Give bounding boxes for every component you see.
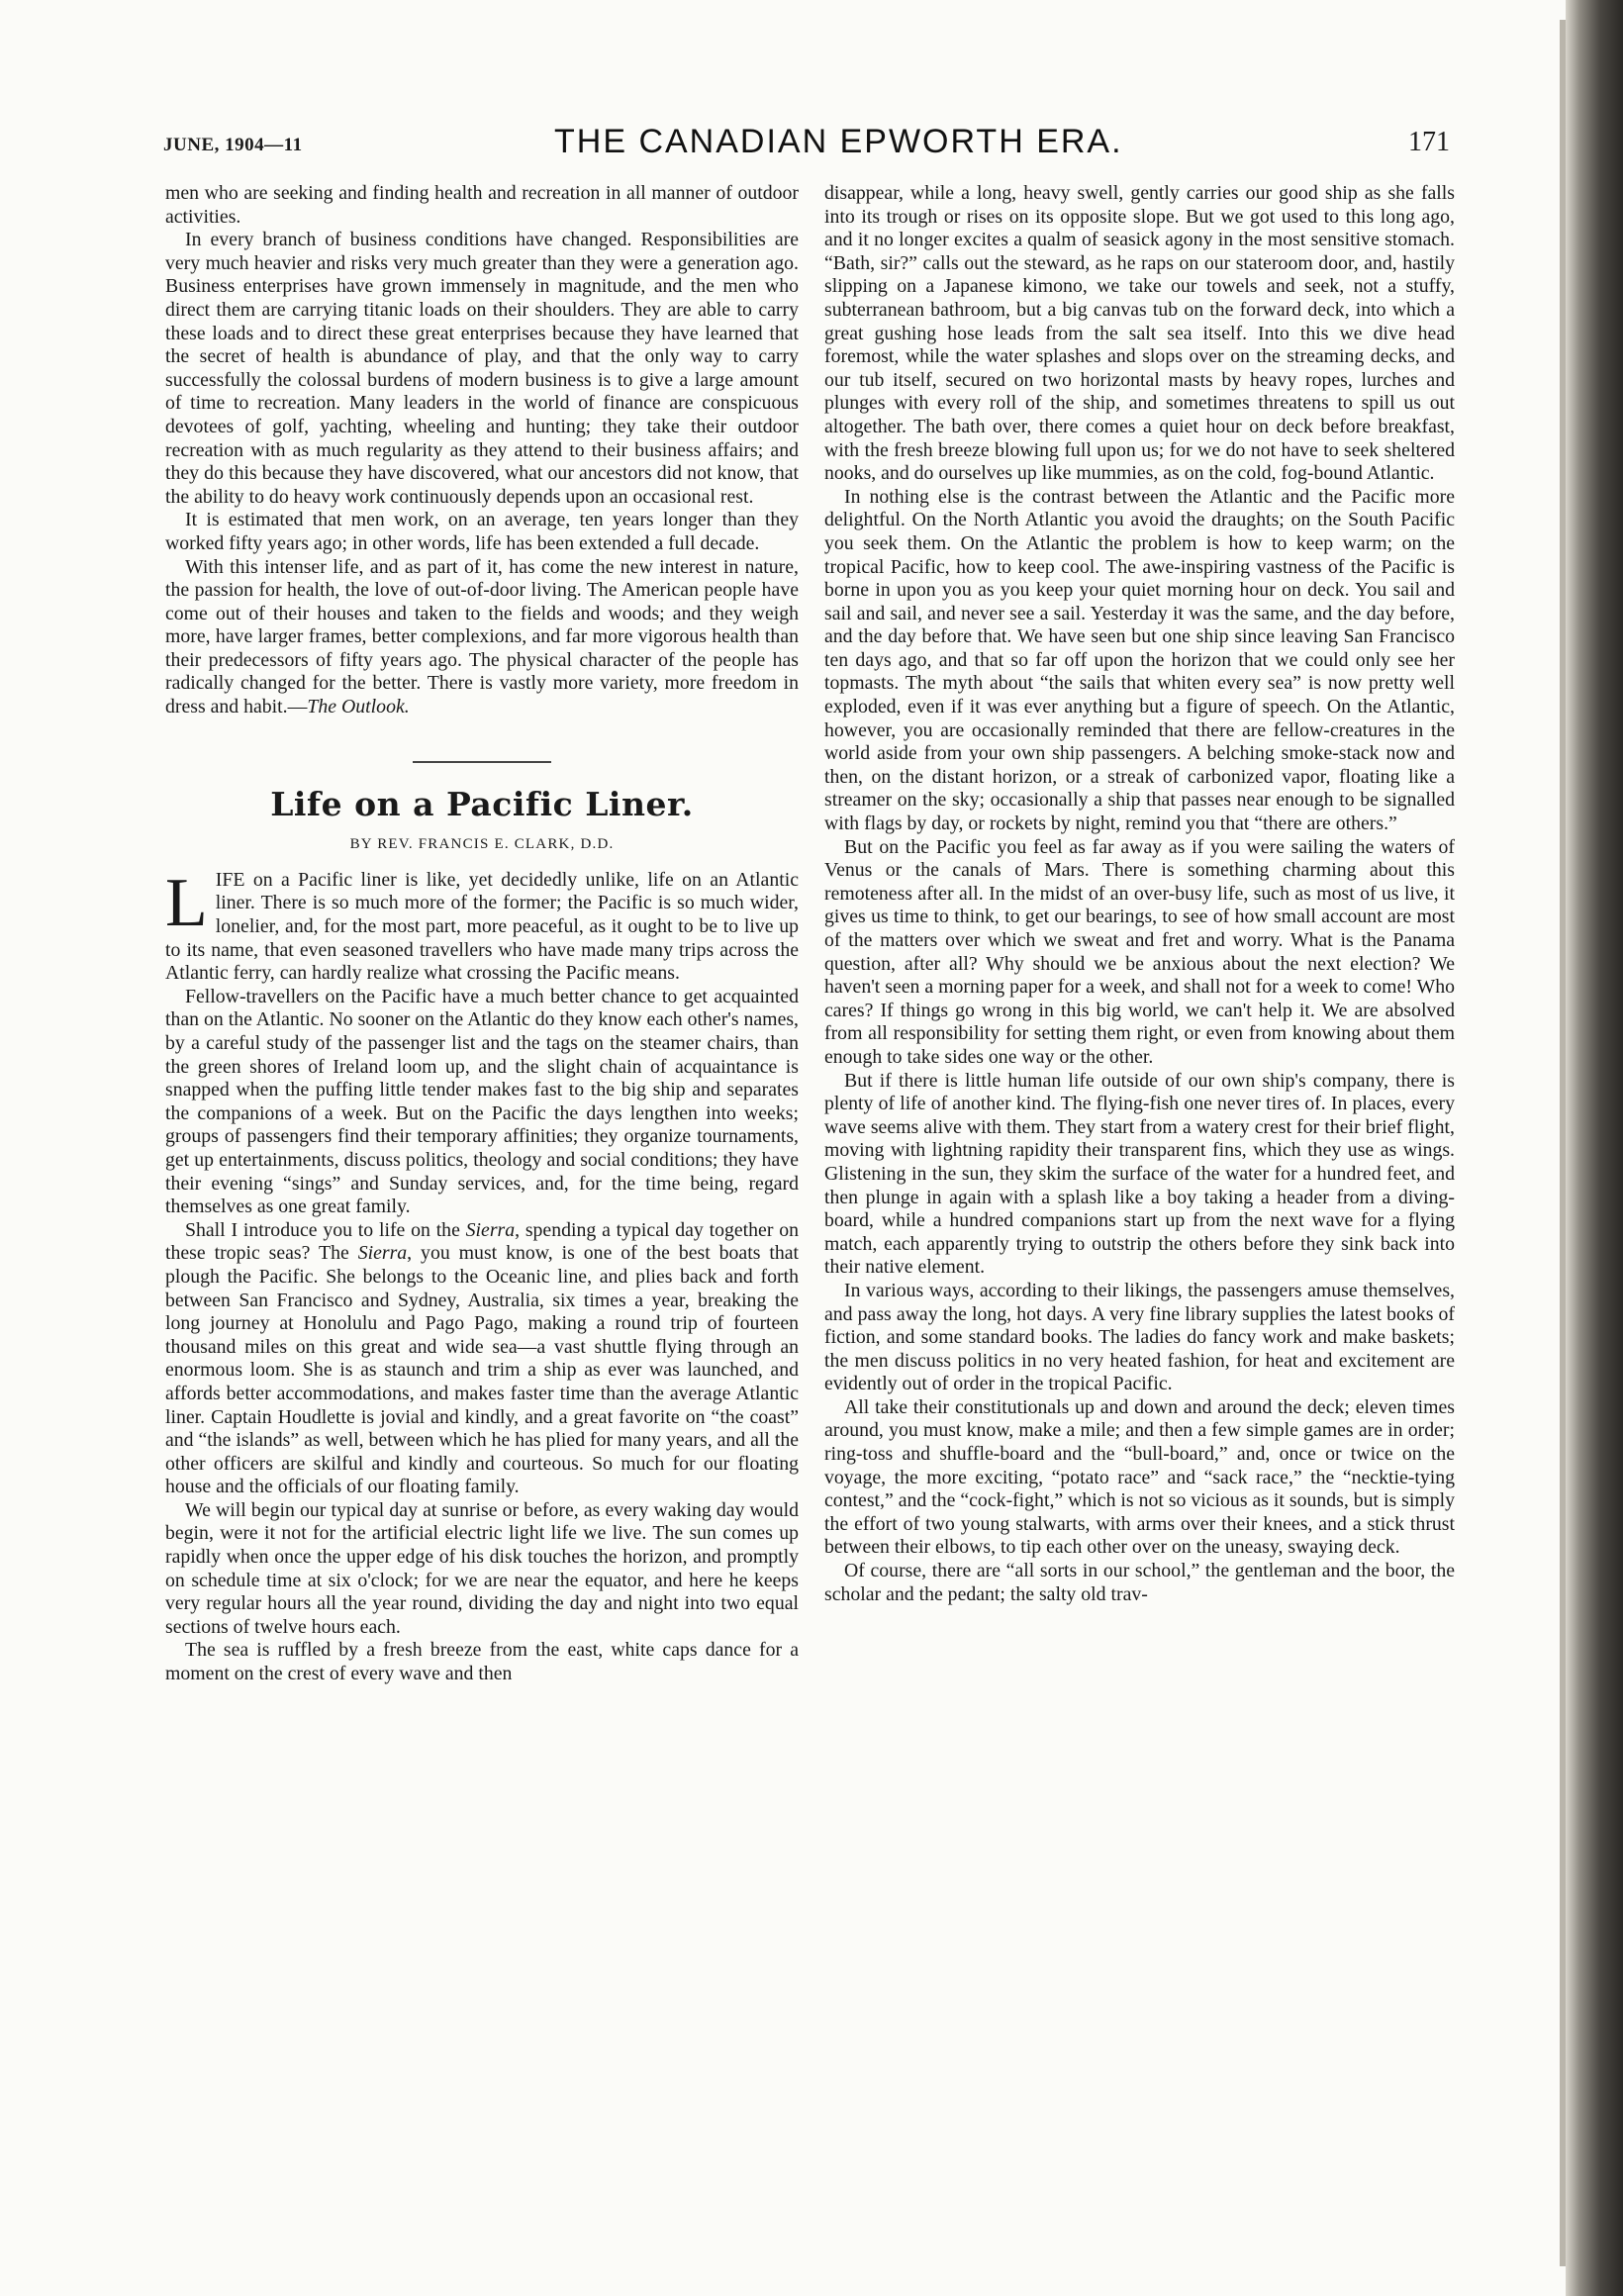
- article-paragraph: disappear, while a long, heavy swell, gently carries our good ship as she falls into its trough or rises on its opposite slope. But we got used to this long ago, and it no longer excites a qualm of seasick agony in the most sensitive stomach. “Bath, sir?” calls out the steward, as he raps on our stateroom door, and, hastily slipping on a Japanese kimono, we take our towels and seek, not a stuffy, subterranean bathroom, but a big canvas tub on the forward deck, into which a great gushing hose leads from the salt sea itself. Into this we dive head foremost, while the water splashes and slops over on the streaming decks, and our tub itself, secured on two horizontal masts by heavy ropes, lurches and plunges with every roll of the ship, and sometimes threatens to spill us out altogether. The bath over, there comes a quiet hour on deck before breakfast, with the fresh breeze blowing full upon us; for we do not have to seek sheltered nooks, and do ourselves up like mummies, as on the cold, fog-bound Atlantic.: [824, 182, 1455, 485]
- right-column: [824, 182, 1455, 1606]
- article-paragraph: But if there is little human life outside of our own ship's company, there is plenty of life of another kind. The flying-fish one never tires of. In places, every wave seems alive with them. They start from a watery crest for their brief flight, moving with lightning rapidity their transparent fins, which they use as wings. Glistening in the sun, they skim the surface of the water for a hundred feet, and then plunge in again with a splash like a boy taking a header from a diving-board, while a hundred companions start up from the next wave for a flying match, each apparently trying to outstrip the others before they sink back into their native element.: [824, 1069, 1455, 1279]
- article-paragraph: In nothing else is the contrast between the Atlantic and the Pacific more delightful. On the North Atlantic you avoid the draughts; on the South Pacific you seek them. On the Atlantic the problem is how to keep warm; on the tropical Pacific, how to keep cool. The awe-inspiring vastness of the Pacific is borne in upon you as you keep your quiet morning hour on deck. You sail and sail and sail, and never see a sail. Yesterday it was the same, and the day before, and the day before that. We have seen but one ship since leaving San Francisco ten days ago, and that so far off upon the horizon that we could only see her topmasts. The myth about “the sails that whiten every sea” is now pretty well exploded, even if it was ever anything but a figure of speech. On the Atlantic, however, you are occasionally reminded that there are fellow-creatures in the world aside from your own ship passengers. A belching smoke-stack now and then, on the distant horizon, or a streak of carbonized vapor, floating like a streamer on the sky; occasionally a ship that passes near enough to be signalled with flags by day, or rockets by night, remind you that “there are others.”: [824, 485, 1455, 835]
- article-paragraph: We will begin our typical day at sunrise or before, as every waking day would begin, were it not for the artificial electric light life we live. The sun comes up rapidly when once the upper edge of his disk touches the horizon, and promptly on schedule time at six o'clock; for we are near the equator, and here he keeps very regular hours all the year round, dividing the day and night into two equal sections of twelve hours each.: [165, 1498, 799, 1638]
- magazine-title: THE CANADIAN EPWORTH ERA.: [554, 123, 1123, 160]
- page-number: 171: [1408, 127, 1450, 157]
- intro-paragraph: It is estimated that men work, on an average, ten years longer than they worked fifty years ago; in other words, life has been extended a full decade.: [165, 509, 799, 554]
- paragraph-text: Shall I introduce you to life on the: [185, 1218, 466, 1241]
- article-paragraph: The sea is ruffled by a fresh breeze from the east, white caps dance for a moment on the crest of every wave and then: [165, 1639, 799, 1685]
- ship-name: Sierra: [357, 1242, 408, 1265]
- article-paragraph: Fellow-travellers on the Pacific have a much better chance to get acquainted than on the Atlantic. No sooner on the Atlantic do they know each other's names, by a careful study of the passenger list and the tags on the steamer chairs, than the green shores of Ireland loom up, and the slight chain of acquaintance is snapped when the puffing little tender makes fast to the big ship and separates the companions of a week. But on the Pacific the days lengthen into weeks; groups of passengers find their temporary affinities; they organize tournaments, get up entertainments, discuss politics, theology and social conditions; they have their evening “sings” and Sunday services, and, for the time being, regard themselves as one great family.: [165, 985, 799, 1218]
- article-title: Life on a Pacific Liner.: [270, 784, 694, 823]
- section-divider: [413, 761, 551, 763]
- paragraph-text: , spending a typical day together on these tropic seas? The: [165, 1218, 799, 1265]
- drop-cap: L: [165, 864, 208, 941]
- left-column: [165, 182, 799, 1686]
- article-byline: BY REV. FRANCIS E. CLARK, D.D.: [349, 836, 615, 853]
- article-paragraph: All take their constitutionals up and down and around the deck; eleven times around, you must know, make a mile; and then a few simple games are in order; ring-toss and shuffle-board and the “bull-board,” and, once or twice on the voyage, the more exciting, “potato race” and “sack race,” the “necktie-tying contest,” and the “cock-fight,” which is not so vicious as it sounds, but is simply the effort of two young stalwarts, with arms over their knees, and a stick thrust between their elbows, to tip each other over on the uneasy, swaying deck.: [824, 1395, 1455, 1559]
- intro-source: The Outlook.: [307, 696, 410, 718]
- intro-last-text: With this intenser life, and as part of it, has come the new interest in nature, the passion for health, the love of out-of-door living. The American people have come out of their houses and taken to the fields and woods; and they weigh more, have larger frames, better complexions, and far more vigorous health than their predecessors of fifty years ago. The physical character of the people has radically changed for the better. There is vastly more variety, more freedom in dress and habit.—: [165, 555, 799, 718]
- article-paragraph: [165, 1219, 799, 1499]
- intro-paragraph: In every branch of business conditions have changed. Responsibilities are very much heavier and risks very much greater than they were a generation ago. Business enterprises have grown immensely in magnitude, and the men who direct them are carrying titanic loads on their shoulders. They are able to carry these loads and to direct these great enterprises because they have learned that the secret of health is abundance of play, and that the only way to carry successfully the colossal burdens of modern business is to give a large amount of time to recreation. Many leaders in the world of finance are conspicuous devotees of golf, yachting, wheeling and hunting; they take their outdoor recreation with as much regularity as they attend to their business affairs; and they do this because they have discovered, what our ancestors did not know, that the ability to do heavy work continuously depends upon an occasional rest.: [165, 229, 799, 508]
- first-paragraph-text: IFE on a Pacific liner is like, yet decidedly unlike, life on an Atlantic liner. There is so much more of the former; the Pacific is so much wider, lonelier, and, for the most part, more peaceful, as it ought to be to live up to its name, that even seasoned travellers who have made many trips across the Atlantic ferry, can hardly realize what crossing the Pacific means.: [165, 868, 799, 985]
- issue-date: JUNE, 1904—11: [163, 135, 303, 155]
- article-paragraph: [165, 864, 799, 986]
- paragraph-text: , you must know, is one of the best boats that plough the Pacific. She belongs to the Oceanic line, and plies back and forth between San Francisco and Sydney, Australia, six times a year, breaking the long journey at Honolulu and Pago Pago, making a round trip of fourteen thousand miles on this great and wide sea—a vast shuttle flying through an enormous loom. She is as staunch and trim a ship as ever was launched, and affords better accommodations, and makes faster time than the average Atlantic liner. Captain Houdlette is jovial and kindly, and a great favorite on “the coast” and “the islands” as well, between which he has plied for many years, and all the other officers are skilful and kindly and courteous. So much for our floating house and the officials of our floating family.: [165, 1242, 799, 1498]
- book-spine: [1566, 0, 1623, 2296]
- intro-paragraph: men who are seeking and finding health and recreation in all manner of outdoor activities.: [165, 182, 799, 228]
- ship-name: Sierra: [465, 1218, 516, 1241]
- page-header: [163, 123, 1450, 172]
- article-paragraph: Of course, there are “all sorts in our school,” the gentleman and the boor, the scholar and the pedant; the salty old trav-: [824, 1560, 1455, 1605]
- intro-paragraph: [165, 556, 799, 719]
- article-paragraph: In various ways, according to their likings, the passengers amuse themselves, and pass away the long, hot days. A very fine library supplies the latest books of fiction, and some standard books. The ladies do fancy work and make baskets; the men discuss politics in no very heated fashion, for heat and excitement are evidently out of order in the tropical Pacific.: [824, 1279, 1455, 1395]
- article-paragraph: But on the Pacific you feel as far away as if you were sailing the waters of Venus or the canals of Mars. There is something charming about this remoteness after all. In the midst of an over-busy life, such as most of us live, it gives us time to think, to get our bearings, to see of how small account are most of the matters over which we sweat and fret and worry. What is the Panama question, after all? Why should we be anxious about the next election? We haven't seen a morning paper for a week, and shall not for a week to come! Who cares? If things go wrong in this big world, we can't help it. We are absolved from all responsibility for setting them right, or even from knowing about them enough to take sides one way or the other.: [824, 835, 1455, 1068]
